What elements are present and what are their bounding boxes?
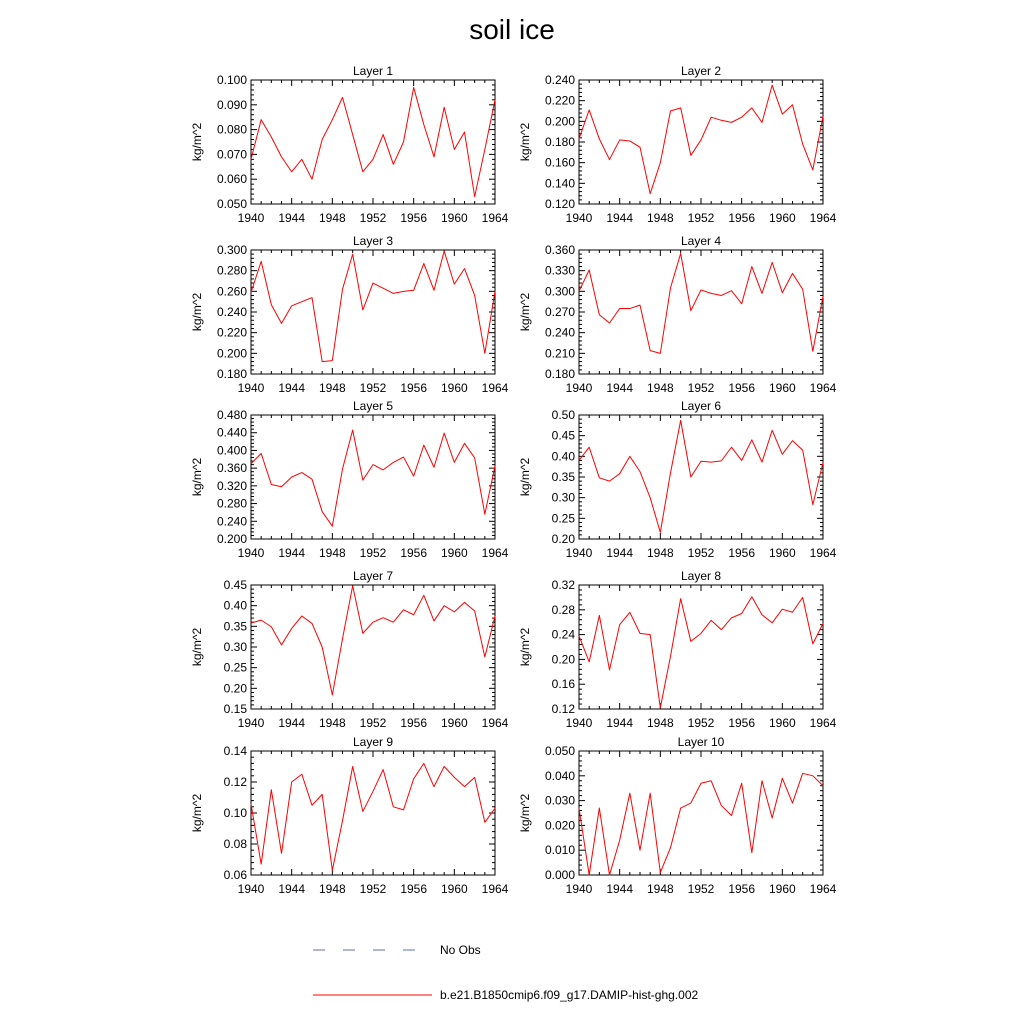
page-title: soil ice: [469, 14, 555, 45]
y-tick-label: 0.30: [223, 640, 247, 654]
y-tick-label: 0.20: [223, 681, 247, 696]
x-tick-label: 1952: [687, 882, 715, 896]
y-tick-label: 0.40: [551, 449, 575, 464]
x-tick-label: 1964: [481, 546, 509, 560]
y-tick-label: 0.25: [223, 660, 247, 675]
plot-frame: [579, 751, 823, 875]
x-tick-label: 1940: [565, 381, 593, 395]
x-tick-label: 1948: [318, 546, 346, 560]
x-tick-label: 1948: [646, 546, 674, 560]
y-tick-label: 0.040: [544, 768, 575, 783]
x-tick-label: 1948: [318, 381, 346, 395]
y-tick-label: 0.090: [216, 97, 247, 112]
x-tick-label: 1952: [687, 211, 715, 225]
y-tick-label: 0.010: [544, 843, 575, 858]
series-line-model: [251, 251, 495, 362]
y-tick-label: 0.220: [544, 93, 575, 108]
y-tick-label: 0.480: [216, 408, 247, 422]
y-tick-label: 0.030: [544, 793, 575, 808]
x-tick-label: 1952: [687, 716, 715, 730]
y-tick-label: 0.440: [216, 425, 247, 440]
series-line-model: [251, 87, 495, 196]
x-tick-label: 1948: [646, 211, 674, 225]
x-tick-label: 1956: [728, 381, 756, 395]
series-line-model: [579, 597, 823, 708]
x-tick-label: 1964: [809, 381, 837, 395]
x-tick-label: 1952: [359, 546, 387, 560]
x-tick-label: 1940: [565, 716, 593, 730]
y-tick-label: 0.10: [223, 806, 247, 820]
x-tick-label: 1944: [606, 211, 634, 225]
y-tick-label: 0.180: [216, 367, 247, 381]
x-tick-label: 1964: [481, 211, 509, 225]
y-tick-label: 0.30: [551, 490, 575, 505]
x-tick-label: 1956: [400, 882, 428, 896]
x-tick-label: 1964: [809, 546, 837, 560]
legend-obs-label: No Obs: [440, 943, 481, 957]
y-tick-label: 0.320: [216, 478, 247, 493]
y-tick-label: 0.120: [544, 197, 575, 211]
plot-frame: [579, 80, 823, 204]
x-tick-label: 1960: [768, 381, 796, 395]
x-tick-label: 1940: [565, 211, 593, 225]
series-line-model: [251, 430, 495, 526]
x-tick-label: 1952: [687, 381, 715, 395]
x-tick-label: 1952: [359, 882, 387, 896]
x-tick-label: 1956: [728, 546, 756, 560]
y-axis-label: kg/m^2: [518, 793, 532, 833]
y-tick-label: 0.080: [216, 122, 247, 137]
x-tick-label: 1944: [606, 381, 634, 395]
y-axis-label: kg/m^2: [190, 457, 204, 497]
y-axis-label: kg/m^2: [518, 457, 532, 497]
series-line-model: [579, 253, 823, 353]
plot-frame: [251, 415, 495, 539]
y-tick-label: 0.050: [544, 744, 575, 758]
panel-layer-8: [518, 569, 837, 730]
x-tick-label: 1948: [318, 211, 346, 225]
y-tick-label: 0.32: [551, 578, 575, 592]
y-axis-label: kg/m^2: [190, 122, 204, 162]
plot-frame: [251, 585, 495, 709]
x-tick-label: 1956: [400, 716, 428, 730]
panel-layer-7: [190, 569, 509, 730]
x-tick-label: 1956: [728, 716, 756, 730]
x-tick-label: 1944: [278, 211, 306, 225]
x-tick-label: 1956: [400, 546, 428, 560]
y-tick-label: 0.35: [223, 619, 247, 634]
x-tick-label: 1956: [400, 381, 428, 395]
x-tick-label: 1940: [237, 211, 265, 225]
y-tick-label: 0.140: [544, 176, 575, 191]
y-tick-label: 0.060: [216, 172, 247, 187]
x-tick-label: 1948: [318, 716, 346, 730]
y-axis-label: kg/m^2: [190, 793, 204, 833]
x-tick-label: 1940: [237, 882, 265, 896]
y-tick-label: 0.08: [223, 837, 247, 851]
x-tick-label: 1940: [237, 716, 265, 730]
series-line-model: [579, 85, 823, 194]
y-tick-label: 0.20: [551, 652, 575, 667]
panel-title: Layer 4: [680, 234, 722, 248]
series-line-model: [251, 586, 495, 695]
x-tick-label: 1956: [400, 211, 428, 225]
x-tick-label: 1964: [481, 882, 509, 896]
y-tick-label: 0.210: [544, 346, 575, 361]
x-tick-label: 1964: [809, 882, 837, 896]
y-tick-label: 0.24: [551, 627, 575, 642]
x-tick-label: 1940: [565, 546, 593, 560]
x-tick-label: 1944: [606, 882, 634, 896]
y-tick-label: 0.40: [223, 598, 247, 613]
legend: [313, 943, 698, 1002]
y-tick-label: 0.45: [223, 578, 247, 592]
y-tick-label: 0.06: [223, 868, 247, 882]
y-tick-label: 0.200: [216, 532, 247, 546]
x-tick-label: 1944: [278, 716, 306, 730]
y-tick-label: 0.280: [216, 496, 247, 511]
y-axis-label: kg/m^2: [518, 122, 532, 162]
x-tick-label: 1952: [687, 546, 715, 560]
y-tick-label: 0.100: [216, 73, 247, 87]
y-tick-label: 0.360: [544, 243, 575, 257]
x-tick-label: 1964: [481, 716, 509, 730]
panel-layer-1: [190, 64, 509, 225]
panel-layer-2: [518, 64, 837, 225]
panel-layer-4: [518, 234, 837, 395]
panel-title: Layer 5: [352, 399, 394, 413]
panel-layer-6: [518, 399, 837, 560]
x-tick-label: 1952: [359, 381, 387, 395]
panel-title: Layer 9: [352, 735, 394, 749]
y-tick-label: 0.25: [551, 511, 575, 526]
y-tick-label: 0.240: [544, 325, 575, 340]
panel-title: Layer 2: [680, 64, 722, 78]
x-tick-label: 1952: [359, 716, 387, 730]
x-tick-label: 1948: [318, 882, 346, 896]
x-tick-label: 1960: [768, 546, 796, 560]
x-tick-label: 1944: [278, 546, 306, 560]
y-tick-label: 0.070: [216, 147, 247, 162]
x-tick-label: 1964: [481, 381, 509, 395]
x-tick-label: 1944: [278, 381, 306, 395]
y-tick-label: 0.000: [544, 868, 575, 882]
x-tick-label: 1960: [768, 211, 796, 225]
x-tick-label: 1960: [440, 546, 468, 560]
y-tick-label: 0.200: [544, 114, 575, 129]
y-tick-label: 0.300: [216, 243, 247, 257]
y-tick-label: 0.050: [216, 197, 247, 211]
x-tick-label: 1948: [646, 716, 674, 730]
x-tick-label: 1940: [237, 546, 265, 560]
y-tick-label: 0.240: [216, 305, 247, 319]
y-tick-label: 0.28: [551, 602, 575, 617]
x-tick-label: 1948: [646, 882, 674, 896]
y-tick-label: 0.50: [551, 408, 575, 422]
x-tick-label: 1960: [768, 716, 796, 730]
panel-title: Layer 10: [677, 735, 725, 749]
y-tick-label: 0.330: [544, 263, 575, 278]
y-tick-label: 0.300: [544, 284, 575, 299]
panel-title: Layer 7: [352, 569, 394, 583]
y-tick-label: 0.20: [551, 532, 575, 546]
y-tick-label: 0.280: [216, 263, 247, 278]
x-tick-label: 1956: [728, 882, 756, 896]
y-tick-label: 0.260: [216, 284, 247, 299]
plot-frame: [579, 585, 823, 709]
y-tick-label: 0.270: [544, 305, 575, 319]
x-tick-label: 1964: [809, 211, 837, 225]
x-tick-label: 1960: [440, 381, 468, 395]
y-tick-label: 0.160: [544, 155, 575, 170]
y-tick-label: 0.14: [223, 744, 247, 758]
panel-layer-9: [190, 735, 509, 896]
x-tick-label: 1956: [728, 211, 756, 225]
panel-title: Layer 1: [352, 64, 394, 78]
series-line-model: [579, 420, 823, 532]
y-tick-label: 0.400: [216, 443, 247, 458]
y-tick-label: 0.45: [551, 428, 575, 443]
y-tick-label: 0.35: [551, 470, 575, 484]
x-tick-label: 1960: [440, 211, 468, 225]
y-tick-label: 0.12: [551, 702, 575, 716]
series-line-model: [579, 773, 823, 875]
legend-model-label: b.e21.B1850cmip6.f09_g17.DAMIP-hist-ghg.002: [440, 988, 699, 1002]
x-tick-label: 1964: [809, 716, 837, 730]
panel-title: Layer 3: [352, 234, 394, 248]
y-tick-label: 0.240: [216, 514, 247, 529]
series-line-model: [251, 763, 495, 870]
panel-title: Layer 6: [680, 399, 722, 413]
y-tick-label: 0.220: [216, 325, 247, 340]
x-tick-label: 1952: [359, 211, 387, 225]
y-axis-label: kg/m^2: [518, 292, 532, 332]
x-tick-label: 1940: [565, 882, 593, 896]
y-tick-label: 0.15: [223, 702, 247, 716]
y-tick-label: 0.180: [544, 135, 575, 149]
y-axis-label: kg/m^2: [190, 627, 204, 667]
y-tick-label: 0.16: [551, 677, 575, 692]
y-tick-label: 0.240: [544, 73, 575, 87]
y-tick-label: 0.200: [216, 346, 247, 361]
x-tick-label: 1948: [646, 381, 674, 395]
plot-frame: [579, 250, 823, 374]
x-tick-label: 1960: [768, 882, 796, 896]
y-tick-label: 0.020: [544, 818, 575, 833]
y-axis-label: kg/m^2: [518, 627, 532, 667]
y-axis-label: kg/m^2: [190, 292, 204, 332]
x-tick-label: 1944: [278, 882, 306, 896]
y-tick-label: 0.12: [223, 775, 247, 789]
y-tick-label: 0.180: [544, 367, 575, 381]
x-tick-label: 1960: [440, 716, 468, 730]
x-tick-label: 1944: [606, 546, 634, 560]
panel-layer-5: [190, 399, 509, 560]
panel-layer-10: [518, 735, 837, 896]
x-tick-label: 1960: [440, 882, 468, 896]
y-tick-label: 0.360: [216, 461, 247, 476]
x-tick-label: 1944: [606, 716, 634, 730]
panel-layer-3: [190, 234, 509, 395]
panel-title: Layer 8: [680, 569, 722, 583]
x-tick-label: 1940: [237, 381, 265, 395]
